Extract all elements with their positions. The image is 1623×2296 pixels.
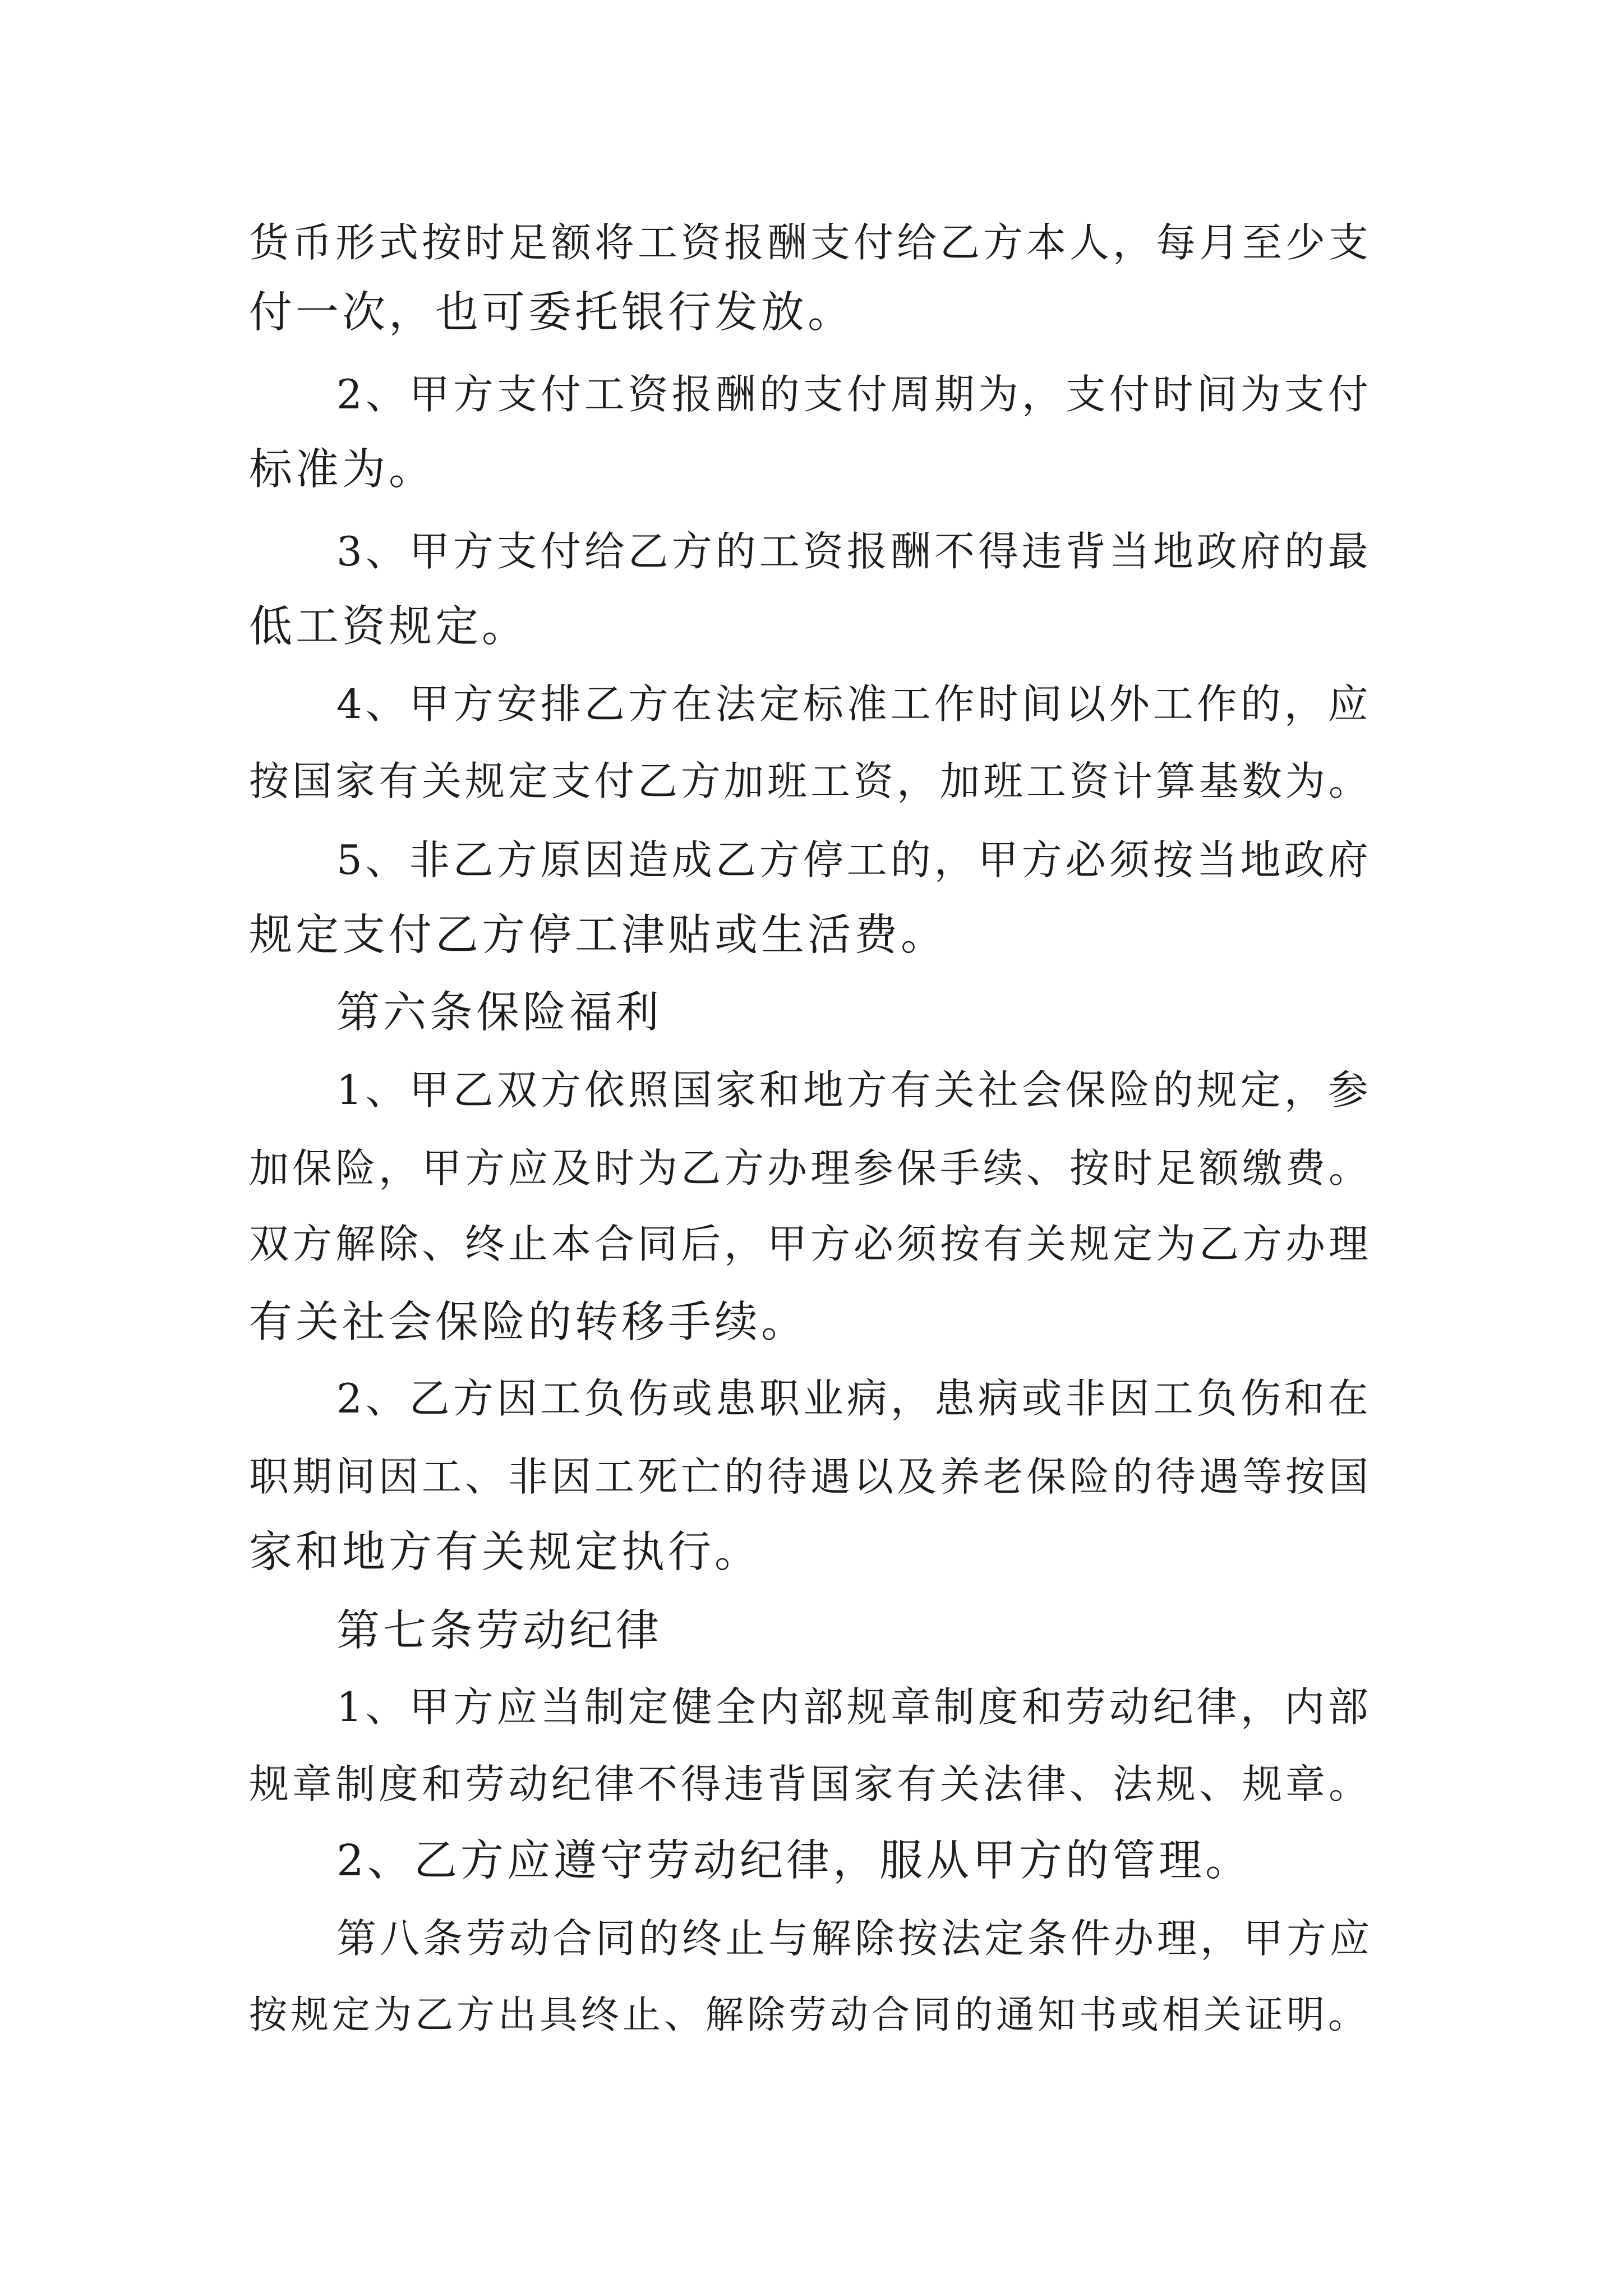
section-heading: 第七条劳动纪律 bbox=[336, 1606, 662, 1656]
text-line: 低工资规定。 bbox=[249, 602, 528, 652]
text-line: 1、甲乙双方依照国家和地方有关社会保险的规定，参 bbox=[336, 1066, 1372, 1114]
text-line: 2、乙方应遵守劳动纪律，服从甲方的管理。 bbox=[336, 1836, 1252, 1886]
text-line: 标准为。 bbox=[249, 445, 435, 495]
section-heading: 第八条劳动合同的终止与解除按法定条件办理，甲方应 bbox=[336, 1915, 1373, 1962]
text-line: 规定支付乙方停工津贴或生活费。 bbox=[249, 910, 947, 960]
text-line: 加保险，甲方应及时为乙方办理参保手续、按时足额缴费。 bbox=[249, 1145, 1372, 1191]
text-line: 按规定为乙方出具终止、解除劳动合同的通知书或相关证明。 bbox=[249, 1993, 1370, 2037]
text-line: 职期间因工、非因工死亡的待遇以及养老保险的待遇等按国 bbox=[249, 1453, 1372, 1500]
text-line: 双方解除、终止本合同后，甲方必须按有关规定为乙方办理 bbox=[249, 1221, 1372, 1267]
text-line: 1、甲方应当制定健全内部规章制度和劳动纪律，内部 bbox=[336, 1683, 1372, 1731]
text-line: 4、甲方安排乙方在法定标准工作时间以外工作的，应 bbox=[336, 680, 1372, 728]
text-line: 家和地方有关规定执行。 bbox=[249, 1527, 761, 1577]
text-line: 规章制度和劳动纪律不得违背国家有关法律、法规、规章。 bbox=[249, 1761, 1372, 1807]
text-line: 货币形式按时足额将工资报酬支付给乙方本人，每月至少支 bbox=[249, 219, 1372, 266]
text-line: 3、甲方支付给乙方的工资报酬不得违背当地政府的最 bbox=[336, 528, 1372, 575]
text-line: 有关社会保险的转移手续。 bbox=[249, 1297, 808, 1347]
text-line: 5、非乙方原因造成乙方停工的，甲方必须按当地政府 bbox=[336, 836, 1372, 884]
text-line: 付一次，也可委托银行发放。 bbox=[249, 288, 854, 338]
text-line: 按国家有关规定支付乙方加班工资，加班工资计算基数为。 bbox=[249, 758, 1372, 804]
section-heading: 第六条保险福利 bbox=[336, 988, 662, 1038]
text-line: 2、乙方因工负伤或患职业病，患病或非因工负伤和在 bbox=[336, 1375, 1372, 1422]
text-line: 2、甲方支付工资报酬的支付周期为，支付时间为支付 bbox=[336, 371, 1372, 418]
